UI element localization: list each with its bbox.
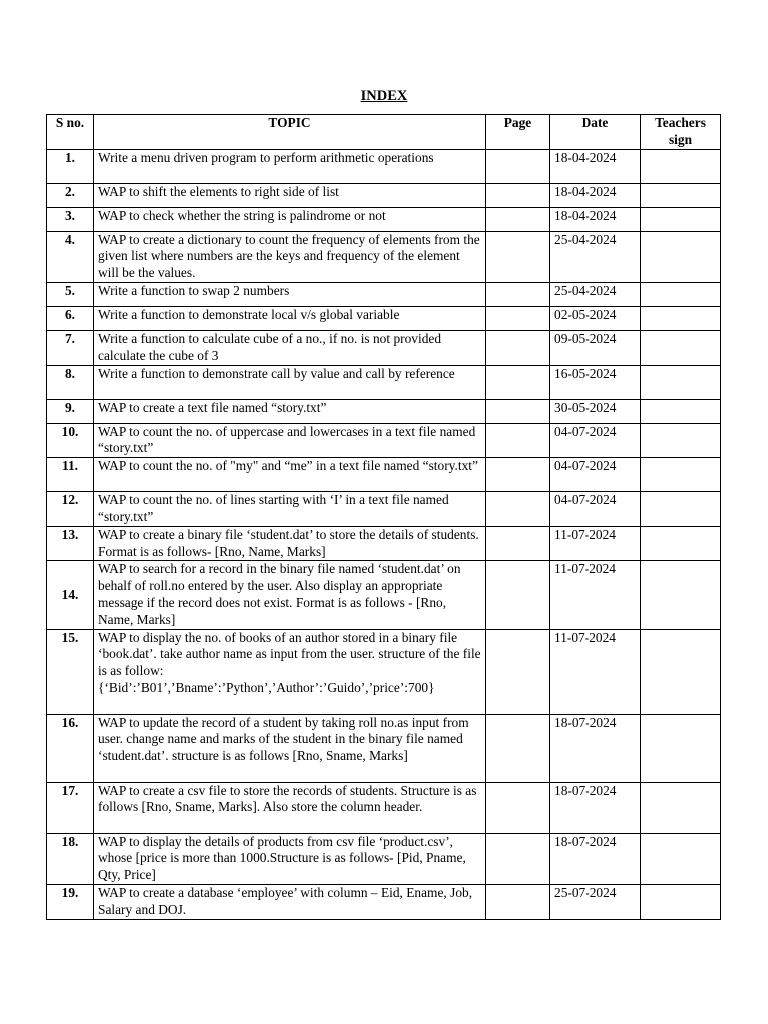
row-sign — [641, 399, 721, 423]
row-sign — [641, 526, 721, 561]
row-sign — [641, 207, 721, 231]
row-sign — [641, 833, 721, 884]
index-table — [46, 114, 721, 920]
row-date: 18-07-2024 — [550, 714, 641, 782]
row-page — [486, 458, 550, 492]
row-date: 18-04-2024 — [550, 149, 641, 183]
row-sign — [641, 149, 721, 183]
row-date: 04-07-2024 — [550, 423, 641, 458]
row-topic: WAP to display the details of products from csv file ‘product.csv’, whose [price is more than 1000.Structure is as follows- [Pid, Pname, Qty, Price] — [94, 833, 486, 884]
row-sign — [641, 458, 721, 492]
row-page — [486, 207, 550, 231]
row-page — [486, 183, 550, 207]
row-sno: 12. — [47, 492, 94, 527]
table-row — [47, 629, 721, 714]
row-sign — [641, 330, 721, 365]
row-sign — [641, 714, 721, 782]
row-page — [486, 330, 550, 365]
table-row — [47, 330, 721, 365]
row-date: 11-07-2024 — [550, 561, 641, 629]
row-topic: WAP to count the no. of lines starting with ‘I’ in a text file named “story.txt” — [94, 492, 486, 527]
row-topic: Write a function to demonstrate call by value and call by reference — [94, 365, 486, 399]
row-topic: Write a function to swap 2 numbers — [94, 282, 486, 306]
row-topic: WAP to create a csv file to store the records of students. Structure is as follows [Rno, Sname, Marks]. Also store the column header. — [94, 782, 486, 833]
row-sign — [641, 492, 721, 527]
row-sno: 4. — [47, 231, 94, 282]
row-date: 11-07-2024 — [550, 629, 641, 714]
row-sno: 16. — [47, 714, 94, 782]
row-date: 16-05-2024 — [550, 365, 641, 399]
table-row — [47, 884, 721, 919]
row-sign — [641, 629, 721, 714]
row-topic: WAP to create a binary file ‘student.dat’ to store the details of students. Format is as follows- [Rno, Name, Marks] — [94, 526, 486, 561]
header-topic: TOPIC — [94, 115, 486, 150]
row-sno: 17. — [47, 782, 94, 833]
row-topic: WAP to create a dictionary to count the frequency of elements from the given list where numbers are the keys and frequency of the element will be the values. — [94, 231, 486, 282]
row-topic: WAP to count the no. of uppercase and lowercases in a text file named “story.txt” — [94, 423, 486, 458]
row-topic: WAP to display the no. of books of an author stored in a binary file ‘book.dat’. take author name as input from the user. structure of the file is as follow: {‘Bid’:’B01’,’Bname’:’Python’,’Author’:’Guido’,’price’:700} — [94, 629, 486, 714]
row-sign — [641, 423, 721, 458]
row-topic: WAP to create a database ‘employee’ with column – Eid, Ename, Job, Salary and DOJ. — [94, 884, 486, 919]
table-row — [47, 365, 721, 399]
row-date: 30-05-2024 — [550, 399, 641, 423]
row-sno: 19. — [47, 884, 94, 919]
table-row — [47, 423, 721, 458]
row-page — [486, 884, 550, 919]
table-row — [47, 207, 721, 231]
row-sign — [641, 884, 721, 919]
table-row — [47, 526, 721, 561]
row-date: 09-05-2024 — [550, 330, 641, 365]
row-sign — [641, 183, 721, 207]
row-page — [486, 231, 550, 282]
row-sign — [641, 782, 721, 833]
row-topic: Write a function to calculate cube of a no., if no. is not provided calculate the cube of 3 — [94, 330, 486, 365]
row-page — [486, 282, 550, 306]
row-sno: 2. — [47, 183, 94, 207]
table-row — [47, 833, 721, 884]
row-topic: WAP to shift the elements to right side of list — [94, 183, 486, 207]
row-date: 02-05-2024 — [550, 306, 641, 330]
row-page — [486, 526, 550, 561]
row-sign — [641, 282, 721, 306]
row-date: 04-07-2024 — [550, 492, 641, 527]
row-sno: 18. — [47, 833, 94, 884]
table-row — [47, 306, 721, 330]
header-row — [47, 115, 721, 150]
table-row — [47, 714, 721, 782]
header-page: Page — [486, 115, 550, 150]
row-date: 18-04-2024 — [550, 183, 641, 207]
row-topic: Write a function to demonstrate local v/s global variable — [94, 306, 486, 330]
row-page — [486, 423, 550, 458]
table-row — [47, 231, 721, 282]
row-sign — [641, 306, 721, 330]
row-sno: 1. — [47, 149, 94, 183]
row-page — [486, 629, 550, 714]
row-date: 18-07-2024 — [550, 782, 641, 833]
row-date: 25-07-2024 — [550, 884, 641, 919]
row-topic: WAP to check whether the string is palindrome or not — [94, 207, 486, 231]
row-page — [486, 149, 550, 183]
table-row — [47, 458, 721, 492]
row-date: 18-04-2024 — [550, 207, 641, 231]
row-page — [486, 492, 550, 527]
row-page — [486, 833, 550, 884]
row-date: 25-04-2024 — [550, 231, 641, 282]
row-sno: 8. — [47, 365, 94, 399]
row-date: 11-07-2024 — [550, 526, 641, 561]
row-sign — [641, 365, 721, 399]
row-page — [486, 782, 550, 833]
row-sno: 7. — [47, 330, 94, 365]
table-row — [47, 183, 721, 207]
row-sno: 14. — [47, 561, 94, 629]
header-sno: S no. — [47, 115, 94, 150]
row-date: 25-04-2024 — [550, 282, 641, 306]
row-page — [486, 399, 550, 423]
table-row — [47, 399, 721, 423]
row-sno: 11. — [47, 458, 94, 492]
row-sno: 6. — [47, 306, 94, 330]
row-topic: WAP to search for a record in the binary file named ‘student.dat’ on behalf of roll.no entered by the user. Also display an appropriate message if the record does not exist. Format is as follows - [Rno, Name, Marks] — [94, 561, 486, 629]
row-topic: WAP to create a text file named “story.txt” — [94, 399, 486, 423]
row-date: 18-07-2024 — [550, 833, 641, 884]
row-page — [486, 561, 550, 629]
table-row — [47, 282, 721, 306]
row-page — [486, 306, 550, 330]
row-sno: 15. — [47, 629, 94, 714]
row-topic: WAP to update the record of a student by taking roll no.as input from user. change name and marks of the student in the binary file named ‘student.dat’. structure is as follows [Rno, Sname, Marks] — [94, 714, 486, 782]
header-date: Date — [550, 115, 641, 150]
row-date: 04-07-2024 — [550, 458, 641, 492]
row-sign — [641, 231, 721, 282]
row-sign — [641, 561, 721, 629]
row-sno: 5. — [47, 282, 94, 306]
header-teachers-sign: Teachers sign — [641, 115, 721, 150]
row-topic: WAP to count the no. of "my" and “me” in a text file named “story.txt” — [94, 458, 486, 492]
table-row — [47, 492, 721, 527]
row-sno: 13. — [47, 526, 94, 561]
row-page — [486, 365, 550, 399]
row-sno: 9. — [47, 399, 94, 423]
table-row — [47, 149, 721, 183]
table-row — [47, 561, 721, 629]
row-sno: 10. — [47, 423, 94, 458]
table-row — [47, 782, 721, 833]
page-title: INDEX — [360, 88, 408, 104]
row-sno: 3. — [47, 207, 94, 231]
row-page — [486, 714, 550, 782]
row-topic: Write a menu driven program to perform arithmetic operations — [94, 149, 486, 183]
